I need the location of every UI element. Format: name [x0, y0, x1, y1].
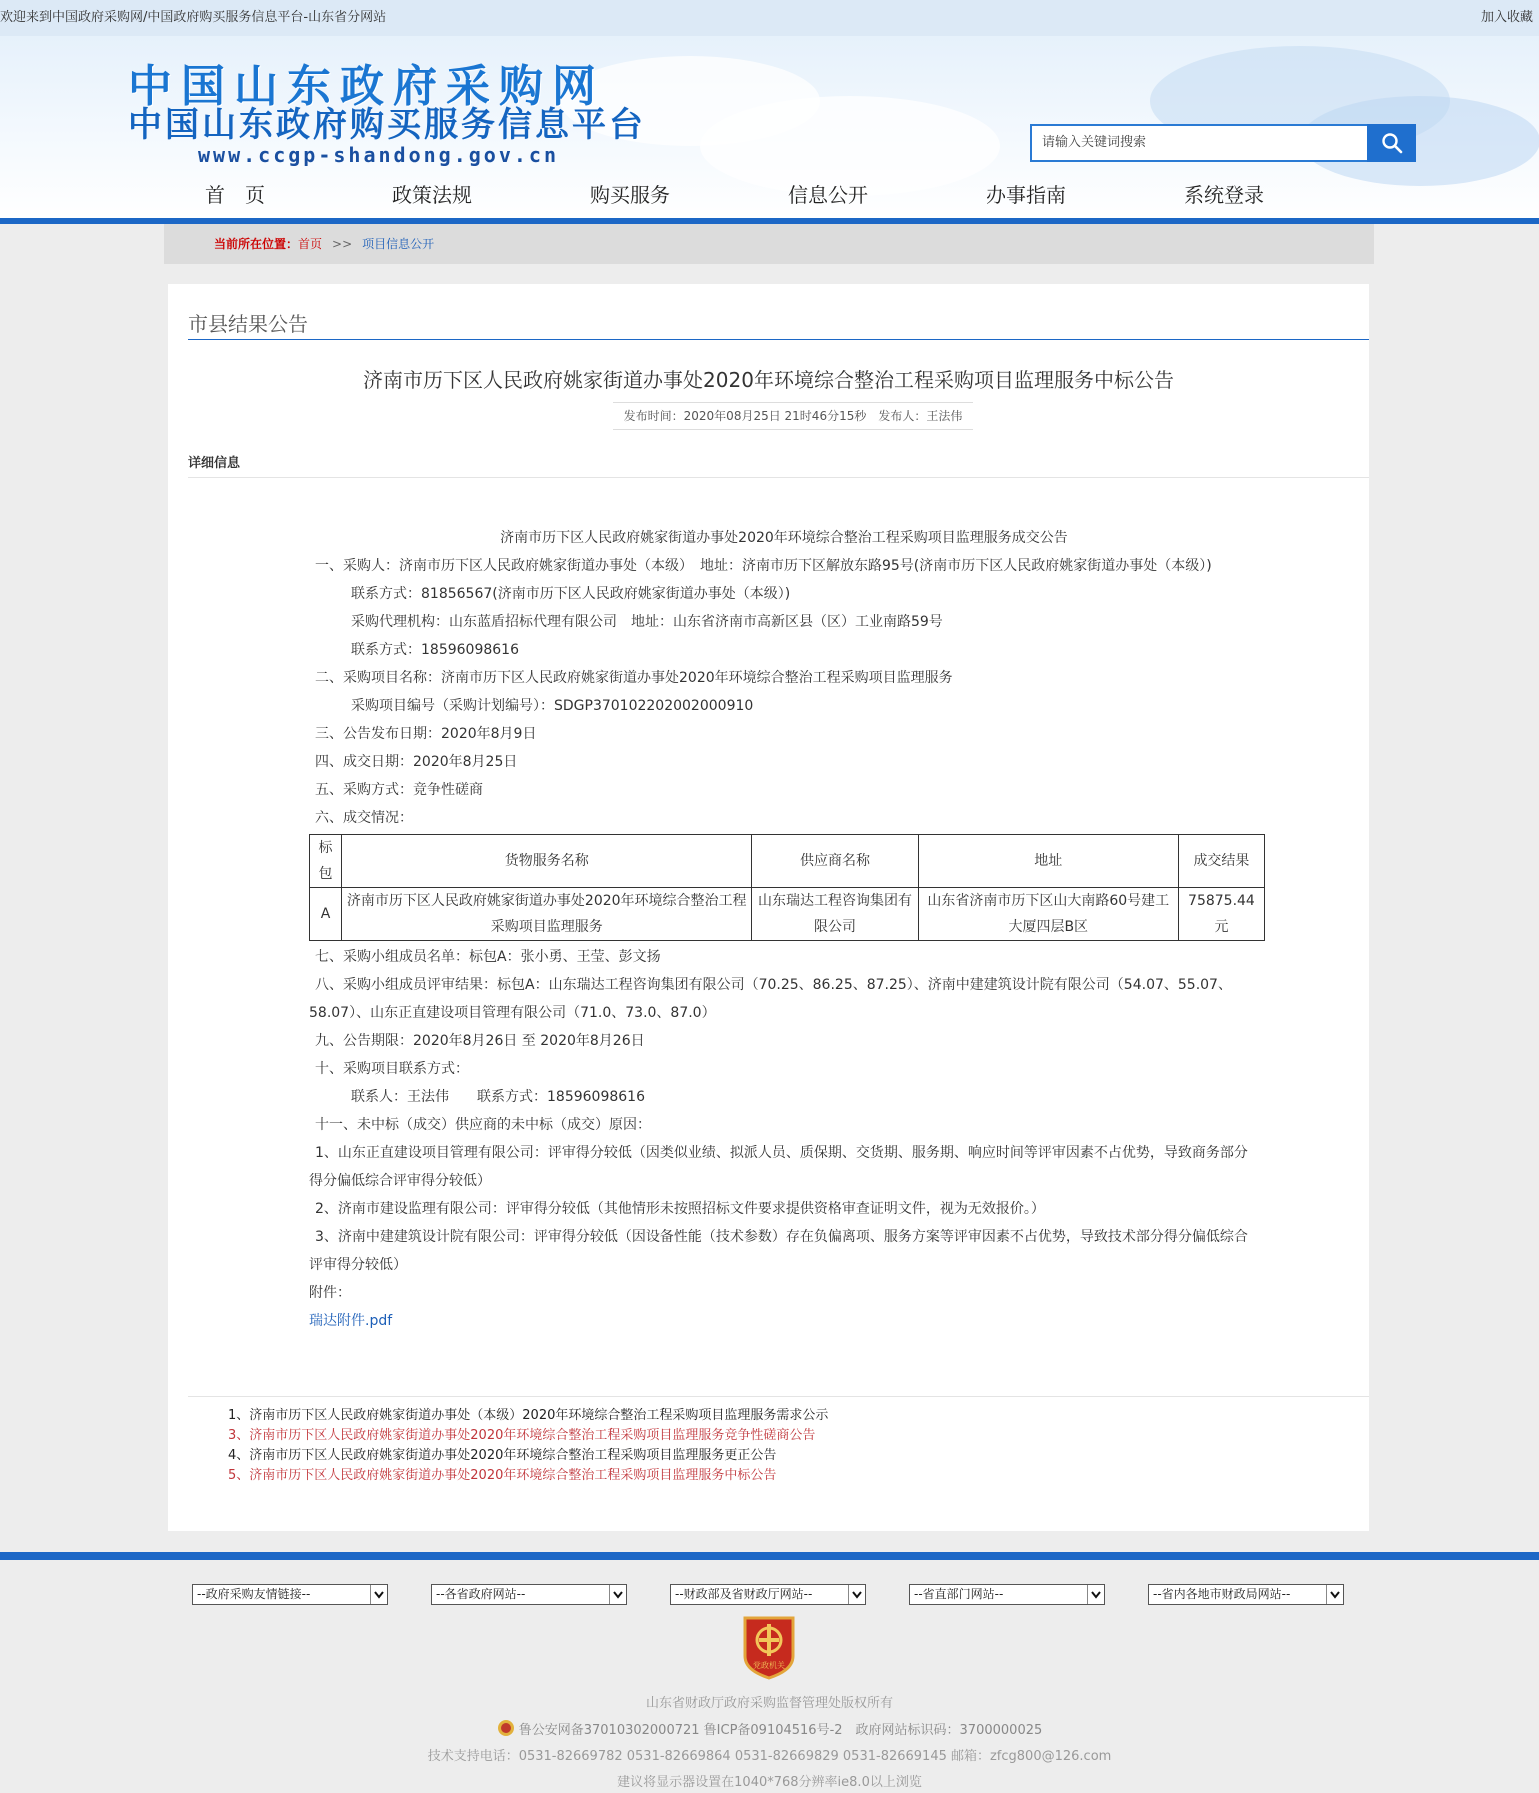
add-favorite-link[interactable]: 加入收藏	[1480, 10, 1533, 25]
content-line: 采购项目编号（采购计划编号）：SDGP370102202002000910	[351, 698, 754, 714]
table-header-row	[310, 835, 1265, 888]
breadcrumb-separator: >>	[332, 237, 353, 251]
nav-home[interactable]: 首 页	[205, 183, 265, 207]
category-title: 市县结果公告	[188, 312, 308, 336]
content-line: 二、采购项目名称：济南市历下区人民政府姚家街道办事处2020年环境综合整治工程采购项目监理服务	[315, 670, 953, 686]
table-header: 货物服务名称	[342, 835, 752, 888]
content-line: 十、采购项目联系方式：	[315, 1061, 469, 1077]
table-cell: A	[310, 888, 342, 941]
nav-policy[interactable]: 政策法规	[392, 183, 472, 207]
content-title: 济南市历下区人民政府姚家街道办事处2020年环境综合整治工程采购项目监理服务成交公告	[500, 530, 1068, 546]
nav-purchase-service[interactable]: 购买服务	[590, 183, 670, 207]
content-line: 联系方式：18596098616	[351, 642, 519, 658]
government-emblem-icon[interactable]	[741, 1616, 797, 1680]
select-finance-sites[interactable]	[670, 1584, 866, 1605]
attachment-link[interactable]: 瑞达附件.pdf	[309, 1313, 393, 1329]
footer-copyright: 山东省财政厅政府采购监督管理处版权所有	[645, 1696, 893, 1711]
result-table	[309, 834, 1265, 941]
footer-icp	[0, 1719, 1539, 1738]
table-header: 成交结果	[1178, 835, 1264, 888]
related-list	[228, 1406, 828, 1486]
select-value: --财政部及省财政厅网站--	[675, 1587, 813, 1601]
content-line: 联系人：王法伟 联系方式：18596098616	[351, 1089, 645, 1105]
table-header: 供应商名称	[752, 835, 918, 888]
table-cell: 济南市历下区人民政府姚家街道办事处2020年环境综合整治工程采购项目监理服务	[342, 888, 752, 941]
content-line: 五、采购方式：竞争性磋商	[315, 782, 483, 798]
search-input[interactable]: 请输入关键词搜索	[1030, 124, 1367, 162]
table-header: 地址	[918, 835, 1178, 888]
chevron-down-icon	[848, 1585, 865, 1604]
select-friend-links[interactable]	[192, 1584, 388, 1605]
chevron-down-icon	[609, 1585, 626, 1604]
select-department-sites[interactable]	[909, 1584, 1105, 1605]
welcome-text: 欢迎来到中国政府采购网/中国政府购买服务信息平台-山东省分网站	[0, 10, 387, 25]
footer-advice: 建议将显示器设置在1040*768分辨率ie8.0以上浏览	[617, 1775, 922, 1790]
nav-guide[interactable]: 办事指南	[986, 183, 1066, 207]
category-divider	[188, 339, 1369, 340]
select-value: --省内各地市财政局网站--	[1153, 1587, 1291, 1601]
top-bar	[0, 0, 1539, 36]
breadcrumb-label: 当前所在位置：	[214, 237, 299, 251]
content-line: 采购代理机构：山东蓝盾招标代理有限公司 地址：山东省济南市高新区县（区）工业南路59号	[351, 614, 943, 630]
related-item[interactable]: 3、济南市历下区人民政府姚家街道办事处2020年环境综合整治工程采购项目监理服务竞争性磋商公告	[228, 1428, 816, 1443]
content-line: 联系方式：81856567(济南市历下区人民政府姚家街道办事处（本级）)	[351, 586, 791, 602]
police-badge-icon	[497, 1719, 515, 1737]
table-cell: 山东瑞达工程咨询集团有限公司	[752, 888, 918, 941]
table-cell: 75875.44元	[1178, 888, 1264, 941]
detail-divider	[188, 477, 1369, 478]
table-cell: 山东省济南市历下区山大南路60号建工大厦四层B区	[918, 888, 1178, 941]
content-line: 四、成交日期：2020年8月25日	[315, 754, 518, 770]
breadcrumb-current[interactable]: 项目信息公开	[362, 237, 435, 251]
search-icon	[1381, 132, 1403, 154]
footer-icp-text: 鲁公安网备37010302000721 鲁ICP备09104516号-2 政府网站标识码：3700000025	[518, 1723, 1043, 1738]
content-line: 2、济南市建设监理有限公司：评审得分较低（其他情形未按照招标文件要求提供资格审查证明文件，视为无效报价。）	[315, 1201, 1045, 1217]
table-header: 标包	[310, 835, 342, 888]
nav-info-public[interactable]: 信息公开	[788, 183, 868, 207]
main-nav	[0, 170, 1539, 220]
related-item[interactable]: 1、济南市历下区人民政府姚家街道办事处（本级）2020年环境综合整治工程采购项目监理服务需求公示	[228, 1408, 829, 1423]
emblem-text: 党政机关	[753, 1661, 785, 1670]
article-meta: 发布时间：2020年08月25日 21时46分15秒 发布人：王法伟	[613, 402, 973, 430]
logo-title: 中国山东政府采购网	[128, 61, 605, 112]
content-line: 1、山东正直建设项目管理有限公司：评审得分较低（因类似业绩、拟派人员、质保期、交货期、服务期、响应时间等评审因素不占优势，导致商务部分得分偏低综合评审得分较低）	[309, 1145, 1248, 1189]
select-value: --各省政府网站--	[436, 1587, 526, 1601]
logo-url: www.ccgp-shandong.gov.cn	[198, 143, 559, 167]
search-box	[1030, 124, 1416, 162]
related-item[interactable]: 5、济南市历下区人民政府姚家街道办事处2020年环境综合整治工程采购项目监理服务中标公告	[228, 1468, 777, 1483]
attachment-label: 附件：	[309, 1285, 351, 1301]
chevron-down-icon	[1087, 1585, 1104, 1604]
content-line: 九、公告期限：2020年8月26日 至 2020年8月26日	[315, 1033, 645, 1049]
chevron-down-icon	[1326, 1585, 1343, 1604]
footer-link-selects	[192, 1584, 1344, 1605]
select-province-sites[interactable]	[431, 1584, 627, 1605]
breadcrumb	[164, 224, 1374, 264]
table-row	[310, 888, 1265, 941]
content-line: 三、公告发布日期：2020年8月9日	[315, 726, 537, 742]
article-panel	[168, 284, 1369, 1531]
chevron-down-icon	[370, 1585, 387, 1604]
content-line: 3、济南中建建筑设计院有限公司：评审得分较低（因设备性能（技术参数）存在负偏离项、服务方案等评审因素不占优势，导致技术部分得分偏低综合评审得分较低）	[309, 1229, 1248, 1273]
content-line: 六、成交情况：	[315, 810, 413, 826]
site-logo[interactable]	[128, 61, 646, 167]
article-content	[309, 524, 1259, 1335]
select-value: --省直部门网站--	[914, 1587, 1004, 1601]
content-line: 七、采购小组成员名单：标包A：张小勇、王莹、彭文扬	[315, 949, 661, 965]
search-button[interactable]	[1367, 124, 1416, 162]
select-value: --政府采购友情链接--	[197, 1587, 311, 1601]
select-city-finance-sites[interactable]	[1148, 1584, 1344, 1605]
related-divider	[188, 1396, 1369, 1397]
content-line: 十一、未中标（成交）供应商的未中标（成交）原因：	[315, 1117, 651, 1133]
breadcrumb-home[interactable]: 首页	[298, 237, 323, 251]
detail-label: 详细信息	[188, 456, 241, 471]
related-item[interactable]: 4、济南市历下区人民政府姚家街道办事处2020年环境综合整治工程采购项目监理服务更正公告	[228, 1448, 777, 1463]
footer-support: 技术支持电话：0531-82669782 0531-82669864 0531-82669829 0531-82669145 邮箱：zfcg800@126.com	[427, 1749, 1112, 1764]
logo-subtitle: 中国山东政府购买服务信息平台	[128, 105, 646, 145]
content-line: 八、采购小组成员评审结果：标包A：山东瑞达工程咨询集团有限公司（70.25、86.25、87.25）、济南中建建筑设计院有限公司（54.07、55.07、58.07）、山东正直建设项目管理有限公司（71.0、73.0、87.0）	[309, 977, 1232, 1021]
footer-divider	[0, 1552, 1539, 1560]
content-line: 一、采购人：济南市历下区人民政府姚家街道办事处（本级） 地址：济南市历下区解放东路95号(济南市历下区人民政府姚家街道办事处（本级）)	[315, 558, 1212, 574]
article-title: 济南市历下区人民政府姚家街道办事处2020年环境综合整治工程采购项目监理服务中标公告	[363, 368, 1174, 392]
nav-login[interactable]: 系统登录	[1184, 183, 1264, 207]
